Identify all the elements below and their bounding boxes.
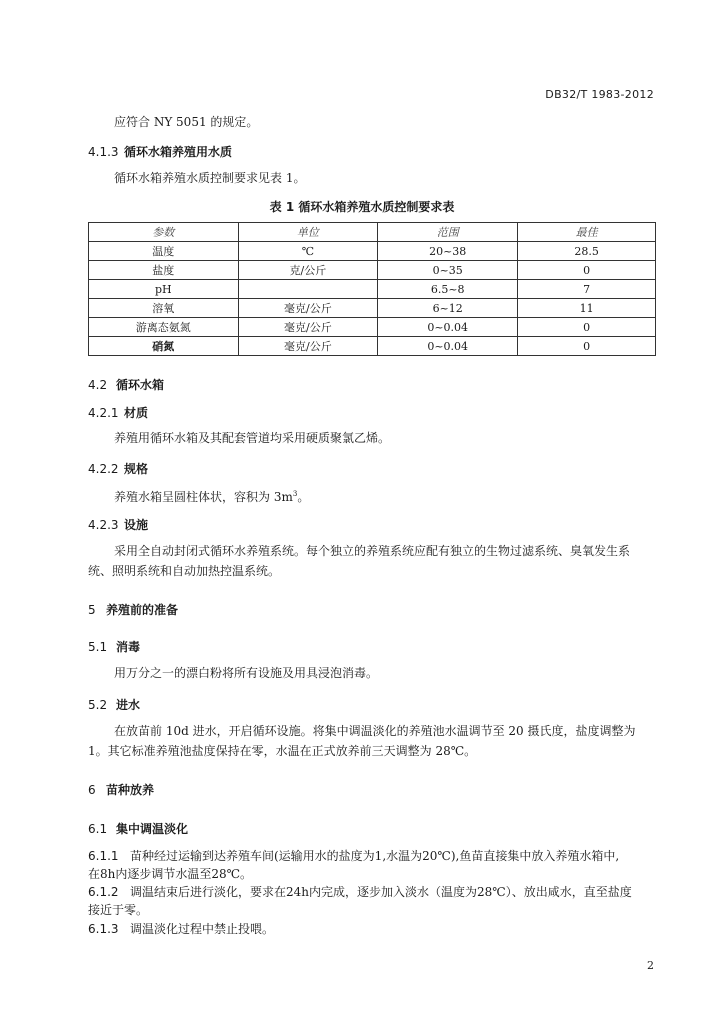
section-5-2-text-line1: 在放苗前 10d 进水，开启循环设施。将集中调温淡化的养殖池水温调节至 20 摄氏度，盐度调整为	[114, 724, 636, 738]
table-cell: 游离态氨氮	[89, 318, 239, 337]
section-4-2-heading	[88, 376, 164, 393]
table-caption: 表 1 循环水箱养殖水质控制要求表	[269, 200, 455, 214]
table-cell: 0~35	[378, 261, 518, 280]
table-cell: 盐度	[89, 261, 239, 280]
section-number: 5	[88, 603, 96, 617]
section-number: 6.1.3	[88, 922, 119, 936]
table-row	[89, 318, 656, 337]
section-title: 进水	[116, 698, 141, 712]
section-number: 4.2.3	[88, 518, 119, 532]
section-4-2-2-heading	[88, 460, 148, 477]
section-text: 调温淡化过程中禁止投喂。	[130, 922, 275, 936]
section-4-2-2-text	[114, 486, 309, 505]
table-row	[89, 242, 656, 261]
section-number: 4.1.3	[88, 145, 119, 159]
section-title: 循环水箱	[116, 378, 165, 392]
table-cell: 7	[518, 280, 656, 299]
table-cell: 20~38	[378, 242, 518, 261]
table-cell: 6~12	[378, 299, 518, 318]
intro-line: 应符合 NY 5051 的规定。	[114, 115, 259, 129]
table-cell: 毫克/公斤	[238, 337, 378, 356]
section-4-1-3-text: 循环水箱养殖水质控制要求见表 1。	[114, 171, 306, 185]
section-5-2-text-line2: 1。其它标准养殖池盐度保持在零，水温在正式放养前三天调整为 28℃。	[88, 744, 477, 758]
section-number: 4.2.2	[88, 462, 119, 476]
section-number: 6.1.1	[88, 849, 119, 863]
section-6-1-2-line2: 接近于零。	[88, 903, 149, 917]
spec-text: 养殖水箱呈圆柱体状，容积为 3m	[114, 490, 293, 504]
header-optimal: 最佳	[518, 223, 656, 242]
section-title: 集中调温淡化	[116, 822, 189, 836]
standard-code: DB32/T 1983-2012	[545, 88, 654, 101]
section-number: 5.2	[88, 698, 108, 712]
header-param: 参数	[89, 223, 239, 242]
table-cell: 28.5	[518, 242, 656, 261]
section-number: 6	[88, 783, 96, 797]
water-quality-table	[88, 222, 656, 356]
table-cell: 毫克/公斤	[238, 299, 378, 318]
table-row	[89, 337, 656, 356]
section-4-2-1-text: 养殖用循环水箱及其配套管道均采用硬质聚氯乙烯。	[114, 431, 391, 445]
section-4-1-3-heading	[88, 143, 232, 160]
table-cell: 0	[518, 337, 656, 356]
section-6-1-1-line1	[88, 848, 619, 864]
section-4-2-3-text-line2: 统、照明系统和自动加热控温系统。	[88, 564, 281, 578]
section-6-1-3-line	[88, 921, 274, 937]
section-4-2-3-heading	[88, 516, 148, 533]
section-number: 4.2.1	[88, 406, 119, 420]
table-cell: 0~0.04	[378, 337, 518, 356]
table-cell: 毫克/公斤	[238, 318, 378, 337]
table-row	[89, 261, 656, 280]
section-number: 5.1	[88, 640, 108, 654]
section-5-1-heading	[88, 638, 140, 655]
section-4-2-3-text-line1: 采用全自动封闭式循环水养殖系统。每个独立的养殖系统应配有独立的生物过滤系统、臭氧发生系	[114, 544, 631, 558]
table-cell	[238, 280, 378, 299]
section-5-1-text: 用万分之一的漂白粉将所有设施及用具浸泡消毒。	[114, 666, 379, 680]
section-6-heading	[88, 781, 154, 798]
section-5-2-heading	[88, 696, 140, 713]
table-cell: 溶氧	[89, 299, 239, 318]
section-6-1-1-line2: 在8h内逐步调节水温至28℃。	[88, 867, 253, 881]
section-title: 苗种放养	[106, 783, 155, 797]
section-title: 规格	[124, 462, 149, 476]
section-5-heading	[88, 601, 178, 618]
section-title: 设施	[124, 518, 149, 532]
section-number: 6.1	[88, 822, 108, 836]
table-cell: 0	[518, 261, 656, 280]
header-range: 范围	[378, 223, 518, 242]
header-unit: 单位	[238, 223, 378, 242]
section-6-1-2-line1	[88, 884, 632, 900]
spec-text-end: 。	[297, 490, 310, 504]
table-cell: 0~0.04	[378, 318, 518, 337]
section-text: 调温结束后进行淡化，要求在24h内完成，逐步加入淡水（温度为28℃）、放出咸水，直至盐度	[130, 885, 632, 899]
table-row	[89, 280, 656, 299]
section-title: 消毒	[116, 640, 141, 654]
table-cell: 6.5~8	[378, 280, 518, 299]
section-number: 6.1.2	[88, 885, 119, 899]
section-number: 4.2	[88, 378, 108, 392]
table-cell: ℃	[238, 242, 378, 261]
section-6-1-heading	[88, 820, 188, 837]
table-cell: pH	[89, 280, 239, 299]
section-title: 材质	[124, 406, 149, 420]
section-text: 苗种经过运输到达养殖车间(运输用水的盐度为1,水温为20℃),鱼苗直接集中放入养殖水箱中,	[130, 849, 620, 863]
page-number: 2	[647, 959, 654, 972]
table-row	[89, 299, 656, 318]
table-cell: 克/公斤	[238, 261, 378, 280]
superscript-3: 3	[292, 490, 298, 498]
section-4-2-1-heading	[88, 404, 148, 421]
table-cell: 11	[518, 299, 656, 318]
table-cell: 0	[518, 318, 656, 337]
section-title: 养殖前的准备	[106, 603, 179, 617]
table-cell: 温度	[89, 242, 239, 261]
section-title: 循环水箱养殖用水质	[124, 145, 233, 159]
table-header-row	[89, 223, 656, 242]
table-cell: 硝氮	[89, 337, 239, 356]
